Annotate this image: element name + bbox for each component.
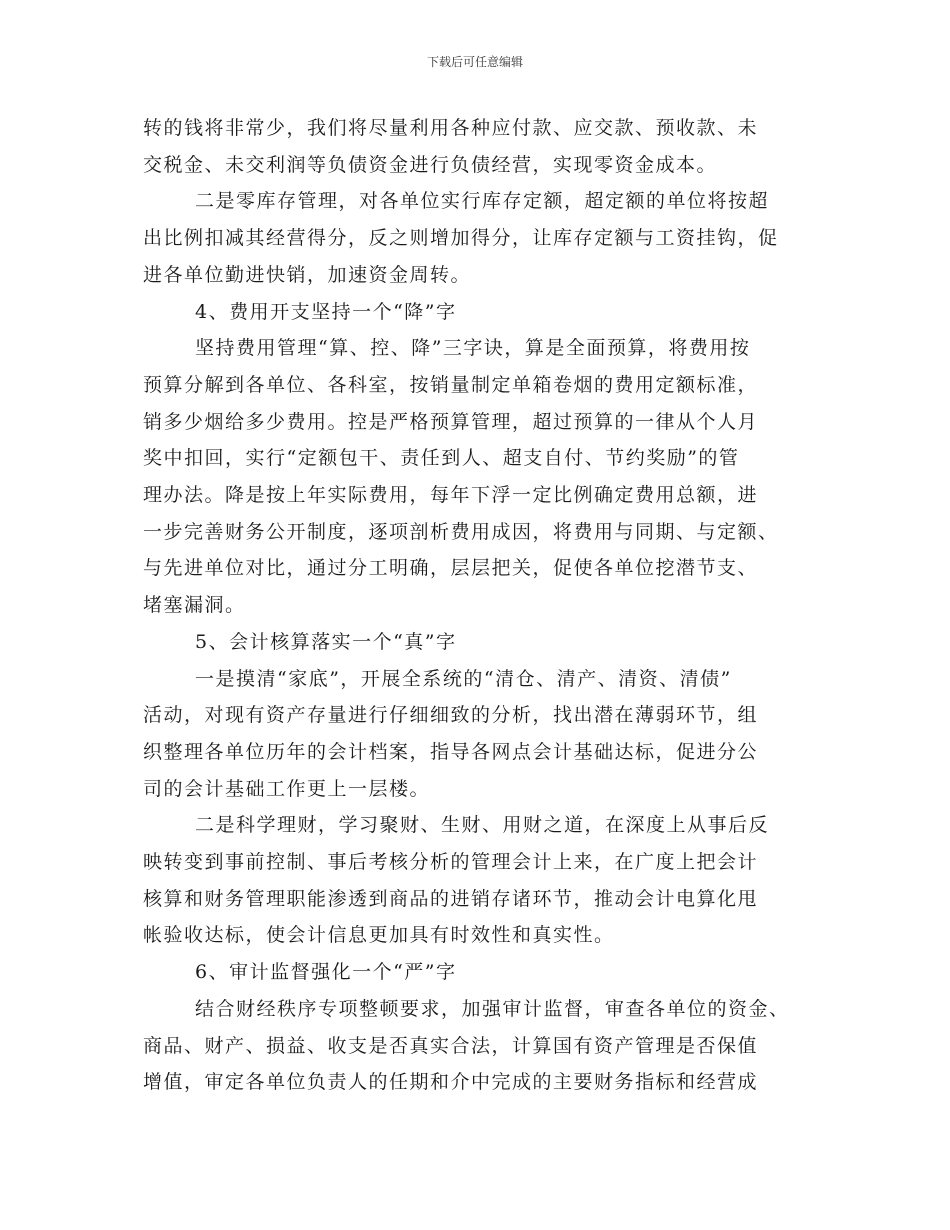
text-line: 映转变到事前控制、事后考核分析的管理会计上来，在广度上把会计 (143, 851, 759, 873)
text-line: 预算分解到各单位、各科室，按销量制定单箱卷烟的费用定额标准， (143, 373, 759, 396)
text-line: 6、审计监督强化一个“严”字 (195, 961, 457, 984)
text-line: 奖中扣回，实行“定额包干、责任到人、超支自付、节约奖励”的管 (143, 447, 740, 470)
text-line: 4、费用开支坚持一个“降”字 (195, 300, 457, 323)
text-line: 转的钱将非常少，我们将尽量利用各种应付款、应交款、预收款、未 (143, 117, 759, 139)
text-line: 出比例扣减其经营得分，反之则增加得分，让库存定额与工资挂钩，促 (143, 227, 779, 250)
text-line: 增值，审定各单位负责人的任期和介中完成的主要财务指标和经营成 (143, 1071, 759, 1094)
text-line: 结合财经秩序专项整顿要求，加强审计监督，审查各单位的资金、 (195, 997, 790, 1020)
text-line: 销多少烟给多少费用。控是严格预算管理，超过预算的一律从个人月 (143, 410, 759, 433)
text-line: 一步完善财务公开制度，逐项剖析费用成因，将费用与同期、与定额、 (143, 520, 779, 543)
text-line: 坚持费用管理“算、控、降”三字诀，算是全面预算，将费用按 (195, 337, 751, 360)
text-line: 二是零库存管理，对各单位实行库存定额，超定额的单位将按超 (195, 190, 770, 213)
text-line: 进各单位勤进快销，加速资金周转。 (143, 263, 472, 286)
text-line: 与先进单位对比，通过分工明确，层层把关，促使各单位挖潜节支、 (143, 557, 759, 580)
text-line: 织整理各单位历年的会计档案，指导各网点会计基础达标，促进分公 (143, 740, 759, 763)
text-line: 二是科学理财，学习聚财、生财、用财之道，在深度上从事后反 (195, 814, 770, 837)
text-line: 一是摸清“家底”，开展全系统的“清仓、清产、清资、清债” (195, 667, 732, 690)
text-line: 理办法。降是按上年实际费用，每年下浮一定比例确定费用总额，进 (143, 484, 759, 506)
page-header: 下载后可任意编辑 (426, 55, 523, 69)
text-line: 帐验收达标，使会计信息更加具有时效性和真实性。 (143, 924, 615, 947)
text-line: 交税金、未交利润等负债资金进行负债经营，实现零资金成本。 (143, 153, 718, 176)
text-line: 活动，对现有资产存量进行仔细细致的分析，找出潜在薄弱环节，组 (143, 704, 759, 727)
text-line: 核算和财务管理职能渗透到商品的进销存诸环节，推动会计电算化甩 (143, 887, 759, 910)
text-line: 堵塞漏洞。 (143, 594, 246, 617)
text-line: 5、会计核算落实一个“真”字 (195, 630, 457, 653)
text-line: 司的会计基础工作更上一层楼。 (143, 777, 431, 800)
text-line: 商品、财产、损益、收支是否真实合法，计算国有资产管理是否保值 (143, 1034, 759, 1057)
